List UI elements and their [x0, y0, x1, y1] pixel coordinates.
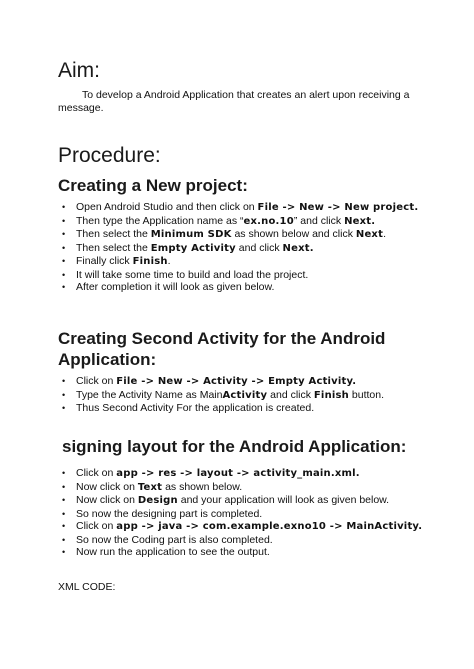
- aim-text: To develop a Android Application that creates an alert upon receiving a message.: [58, 89, 410, 114]
- bold-term: app -> java -> com.example.exno10 -> MainActivity.: [116, 521, 423, 532]
- list-item: • Then select the Minimum SDK as shown below and click Next.: [58, 228, 428, 242]
- bold-term: Next: [355, 229, 384, 240]
- list-item: • Type the Activity Name as MainActivity and click Finish button.: [58, 389, 428, 403]
- bold-term: Finish: [313, 389, 349, 401]
- bold-term: Activity: [222, 389, 268, 401]
- xml-code-label: XML CODE:: [58, 581, 116, 593]
- list-item: • Finally click Finish.: [58, 255, 428, 269]
- section-heading-second-activity: Creating Second Activity for the Android Application:: [58, 329, 386, 369]
- list-item: • It will take some time to build and load the project.: [58, 269, 428, 282]
- list-item: • Thus Second Activity For the application is created.: [58, 402, 428, 415]
- bold-term: Empty Activity: [150, 242, 236, 254]
- bold-term: Finish: [132, 256, 168, 267]
- list-item: • Click on app -> res -> layout -> activity_main.xml.: [58, 467, 428, 481]
- list-item: • Then select the Empty Activity and click Next.: [58, 242, 428, 256]
- section-heading-layout: signing layout for the Android Application:: [62, 437, 407, 456]
- bold-term: Text: [137, 481, 163, 493]
- list-item: • Click on File -> New -> Activity -> Empty Activity.: [58, 375, 428, 389]
- bold-term: File -> New -> Activity -> Empty Activity.: [116, 376, 357, 387]
- new-project-steps: [58, 201, 428, 294]
- list-item: • Now click on Text as shown below.: [58, 481, 428, 495]
- second-activity-steps: [58, 375, 428, 415]
- list-item: • Then type the Application name as “ex.no.10” and click Next.: [58, 215, 428, 229]
- bold-term: Design: [137, 495, 178, 506]
- list-item: • So now the designing part is completed.: [58, 508, 428, 521]
- bold-term: Minimum SDK: [150, 229, 232, 240]
- list-item: • Open Android Studio and then click on File -> New -> New project.: [58, 201, 428, 215]
- bold-term: File -> New -> New project.: [257, 202, 419, 213]
- list-item: • After completion it will look as given below.: [58, 281, 428, 294]
- bold-term: app -> res -> layout -> activity_main.xml.: [116, 468, 360, 479]
- procedure-heading: Procedure:: [58, 144, 161, 167]
- list-item: • Now click on Design and your application will look as given below.: [58, 494, 428, 508]
- list-item: • Click on app -> java -> com.example.exno10 -> MainActivity.: [58, 520, 428, 534]
- aim-heading: Aim:: [58, 59, 100, 82]
- section-heading-new-project: Creating a New project:: [58, 176, 248, 195]
- list-item: • So now the Coding part is also completed.: [58, 534, 428, 547]
- bold-term: Next.: [282, 242, 314, 254]
- bold-term: ex.no.10: [243, 215, 294, 227]
- bold-term: Next.: [344, 215, 376, 227]
- layout-steps: [58, 467, 428, 559]
- list-item: • Now run the application to see the output.: [58, 546, 428, 559]
